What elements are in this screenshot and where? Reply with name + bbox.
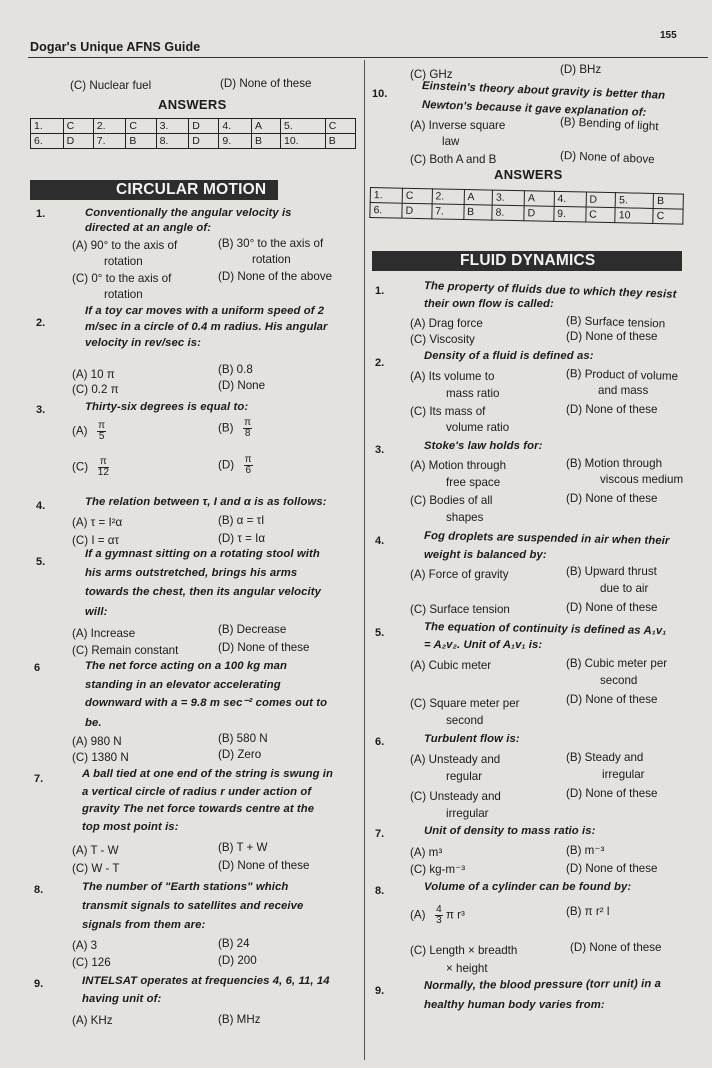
option-d: (D) BHz	[560, 63, 602, 76]
answers-table	[30, 118, 356, 149]
answer-number: 6.	[370, 203, 402, 219]
answers-heading: ANSWERS	[494, 167, 563, 182]
answer-number: 2.	[93, 119, 126, 134]
answer-letter: A	[252, 119, 281, 134]
answer-letter: A	[464, 189, 493, 205]
answer-number: 8.	[156, 134, 189, 149]
answer-letter: D	[63, 134, 93, 149]
answer-letter: A	[524, 191, 554, 207]
answer-number: 10.	[281, 134, 326, 149]
answer-number: 4.	[554, 191, 586, 207]
answer-letter: C	[63, 119, 93, 134]
running-header: Dogar's Unique AFNS Guide	[30, 40, 201, 54]
answer-letter: B	[463, 204, 492, 220]
answers-table	[369, 187, 684, 225]
column-divider	[364, 60, 365, 1060]
answers-row	[31, 134, 356, 149]
page-number: 155	[660, 30, 677, 41]
option-c: (C) GHz	[410, 68, 453, 81]
section-band	[372, 251, 682, 271]
answer-number: 7.	[93, 134, 126, 149]
answer-letter: D	[189, 119, 219, 134]
answers-row	[31, 119, 356, 134]
option-d: (D) None of these	[220, 77, 312, 90]
answer-number: 5.	[615, 193, 653, 209]
option-c: (C) Nuclear fuel	[70, 79, 152, 92]
answer-number: 4.	[219, 119, 252, 134]
answer-letter: B	[252, 134, 281, 149]
answer-number: 6.	[31, 134, 64, 149]
answer-number: 3.	[156, 119, 189, 134]
answer-letter: C	[653, 208, 683, 224]
answer-number: 7.	[431, 204, 463, 220]
answer-letter: C	[402, 188, 432, 204]
answer-number: 2.	[432, 189, 464, 205]
page: Dogar's Unique AFNS Guide 155 (C) Nuclear fuel (D) None of these ANSWERS 1. C 2. C 3. D 4. A 5. C 6. D 7. B 8. D 9. B 10. B CIRCULAR MOTION 1. Conventionally the angular velocity is directed at an angle of: (A) 90° to the axis of rotation (B) 30° to the axis of rotation (C) 0° to the axis of rotation (D) None of the above 2. If a toy car moves with a uniform speed of 2 m/sec in a circle of 0.4 m radius. His angular velocity in rev/sec is: (A) 10 π (B) 0.8 (C) 0.2 π (D) None 3. Thirty-six degrees is equal to: (A) $\frac{\pi}{5}$ (B) $\frac{\pi}{8}$ (C) $\frac{\pi}{12}$ (D) $\frac{\pi}{6}$ 4. The relation between τ, I and α is as follows: (A) τ = I²α (B) α = τI (C) I = ατ (D) τ = Iα 5. If a gymnast sitting on a rotating stool with his arms outstretched, brings his arms towards the chest, then its angular velocity will: (A) Increase (B) Decrease (C) Remain constant (D) None of these 6 The net force acting on a 100 kg man standing in an elevator accelerating downward with a = 9.8 m sec⁻² comes out to be. (A) 980 N (B) 580 N (C) 1380 N (D) Zero 7. A ball tied at one end of the string is swung in a vertical circle of radius r under action of gravity The net force towards centre at the top most point is: (A) T - W (B) T + W (C) W - T (D) None of these 8. The number of "Earth stations" which transmit signals to satellites and receive signals from them are: (A) 3 (B) 24 (C) 126 (D) 200 9. INTELSAT operates at frequencies 4, 6, 11, 14 having unit of: (A) KHz (B) MHz (C) GHz (D) BHz 10. Einstein's theory about gravity is better than Newton's because it gave explanation of: (A) Inverse square law (B) Bending of light (C) Both A and B (D) None of above ANSWERS 1. C 2. A 3. A 4. D 5. B 6. D 7. B 8. D 9. C 10 C FLUID DYNAMICS 1. The property of fluids due to which they resist their own flow is called: (A) Drag force (B) Surface tension (C) Viscosity (D) None of these 2. Density of a fluid is defined as: (A) Its volume to mass ratio (B) Product of volume and mass (C) Its mass of volume ratio (D) None of these 3. Stoke's law holds for: (A) Motion through free space (B) Motion through viscous medium (C) Bodies of all shapes (D) None of these 4. Fog droplets are suspended in air when their weight is balanced by: (A) Force of gravity (B) Upward thrust due to air (C) Surface tension (D) None of these 5. The equation of continuity is defined as A₁v₁ = A₂v₂. Unit of A₁v₁ is: (A) Cubic meter (B) Cubic meter per second (C) Square meter per second (D) None of these 6. Turbulent flow is: (A) Unsteady and regular (B) Steady and irregular (C) Unsteady and irregular (D) None of these 7. Unit of density to mass ratio is: (A) m³ (B) m⁻³ (C) kg-m⁻³ (D) None of these 8. Volume of a cylinder can be found by: (A) $\frac{4}{3}$ π r³ (B) π r² l (C) Length × breadth × height (D) None of these 9. Normally, the blood pressure (torr unit) in a healthy human body varies from:	[0, 0, 712, 1068]
header-rule	[28, 57, 708, 58]
answer-number: 9.	[219, 134, 252, 149]
answer-number: 1.	[31, 119, 64, 134]
answer-number: 10	[615, 208, 653, 224]
answer-letter: B	[325, 134, 355, 149]
answer-letter: D	[586, 192, 616, 208]
answer-letter: D	[189, 134, 219, 149]
answer-letter: D	[402, 203, 432, 219]
answer-number: 3.	[492, 190, 524, 206]
answer-number: 5.	[281, 119, 326, 134]
section-title: CIRCULAR MOTION	[116, 181, 267, 198]
section-band	[30, 180, 278, 200]
answer-letter: B	[653, 193, 683, 209]
answer-number: 1.	[370, 188, 402, 204]
answer-number: 8.	[492, 205, 524, 221]
answer-letter: B	[126, 134, 156, 149]
answer-letter: C	[325, 119, 355, 134]
answers-heading: ANSWERS	[158, 97, 227, 112]
answer-letter: C	[126, 119, 156, 134]
answer-letter: C	[586, 207, 616, 223]
section-title: FLUID DYNAMICS	[460, 252, 596, 269]
answer-number: 9.	[554, 206, 586, 222]
answer-letter: D	[524, 206, 554, 222]
